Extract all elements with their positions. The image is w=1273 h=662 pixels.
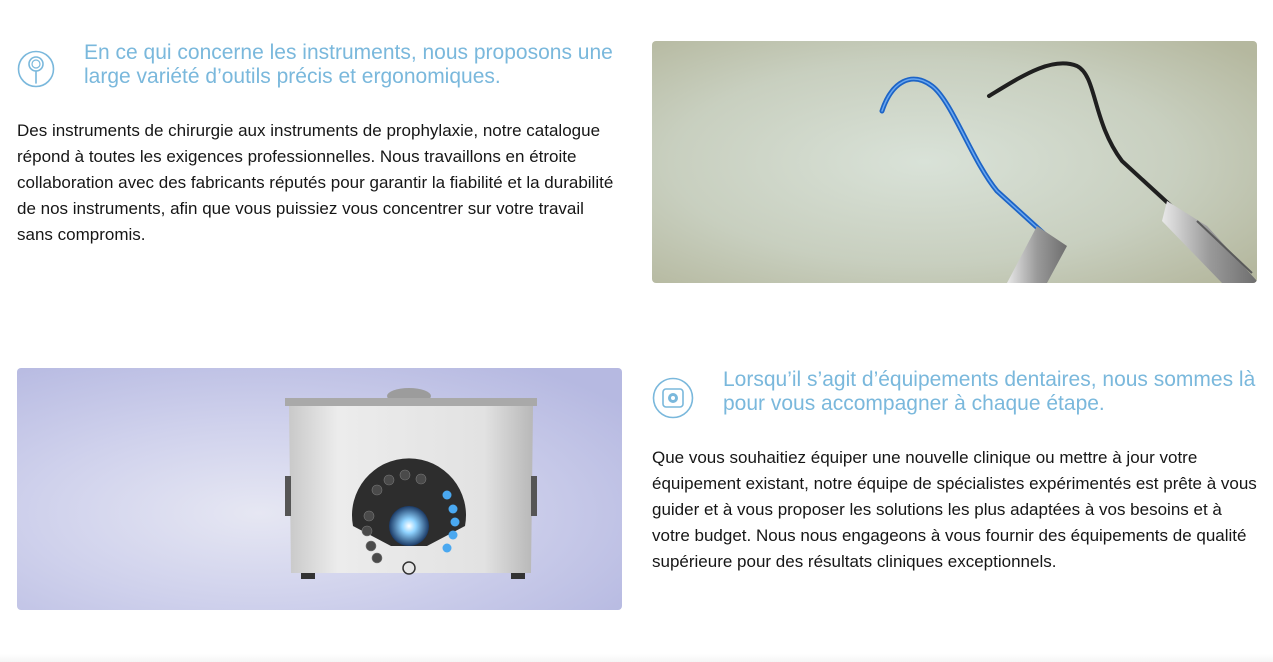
ultrasonic-cleaner-photo [17, 368, 622, 610]
instruments-heading: En ce qui concerne les instruments, nous proposons une large variété d’outils précis et ergonomiques. [84, 41, 613, 88]
dental-camera-icon [652, 377, 694, 419]
equipment-heading: Lorsqu’il s’agit d’équipements dentaires, nous sommes là pour vous accompagner à chaque étape. [723, 368, 1256, 415]
dental-mirror-icon [17, 50, 55, 88]
section-divider [0, 654, 1273, 662]
instruments-heading-row [17, 41, 617, 89]
dental-explorer-instruments-photo [652, 41, 1257, 283]
equipment-heading-row [652, 368, 1257, 419]
equipment-body-text: Que vous souhaitiez équiper une nouvelle clinique ou mettre à jour votre équipement existant, notre équipe de spécialistes expérimentés est prête à vous guider et à vous proposer les solutions les plus adaptées à vos besoins et à votre budget. Nous nous engageons à vous fournir des équipements de qualité supérieure pour des résultats cliniques exceptionnels. [652, 448, 1257, 571]
instruments-body-text: Des instruments de chirurgie aux instruments de prophylaxie, notre catalogue répond à toutes les exigences professionnelles. Nous travaillons en étroite collaboration avec des fabricants réputés pour garantir la fiabilité et la durabilité de nos instruments, afin que vous puissiez vous concentrer sur votre travail sans compromis. [17, 121, 614, 244]
